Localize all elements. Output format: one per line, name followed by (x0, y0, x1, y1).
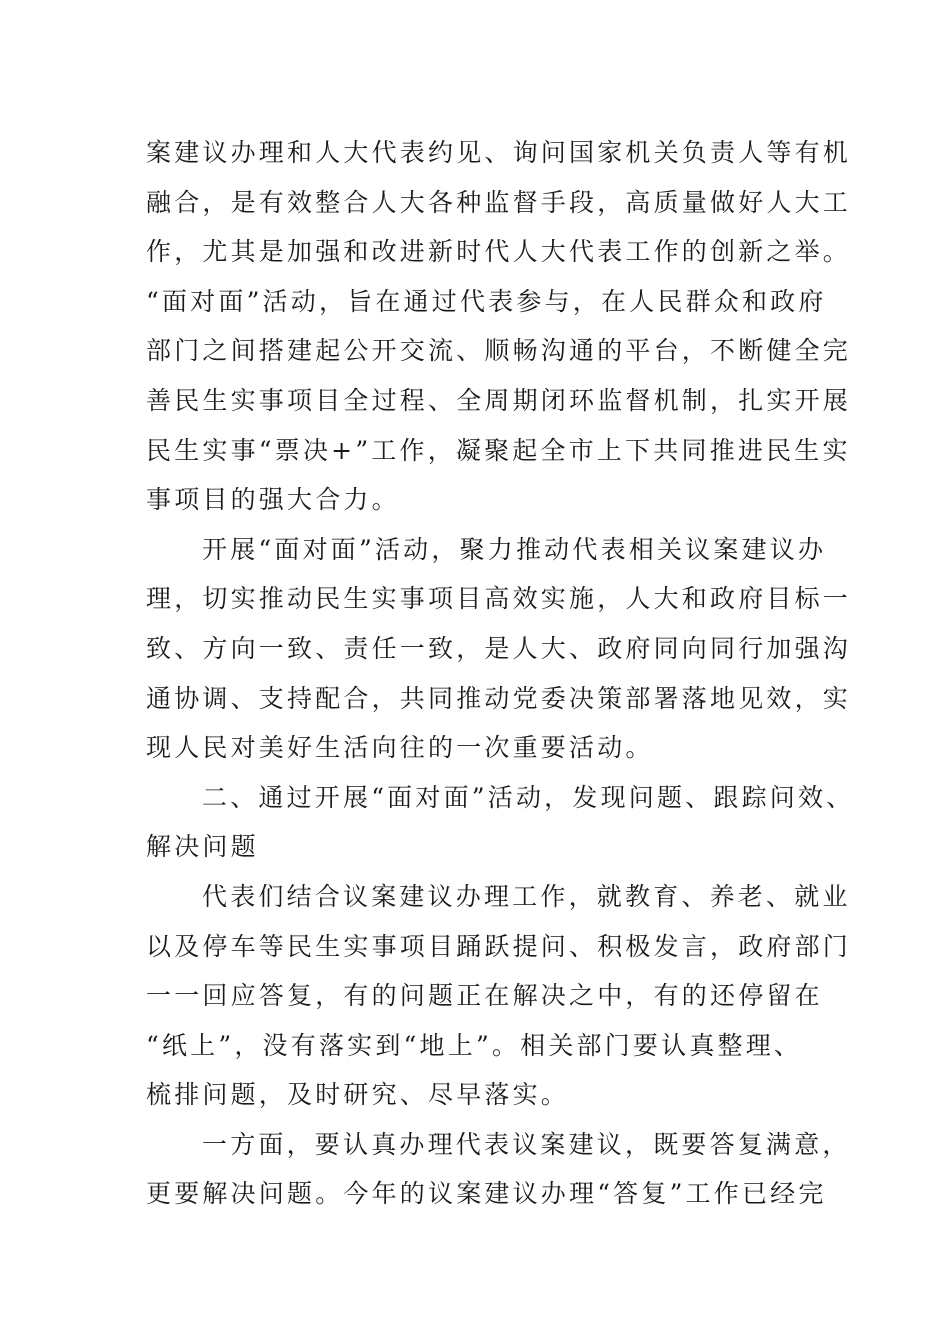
text-line: 理，切实推动民生实事项目高效实施，人大和政府目标一 (146, 584, 852, 614)
text-line: 部门之间搭建起公开交流、顺畅沟通的平台，不断健全完 (146, 336, 852, 366)
text-line: 致、方向一致、责任一致，是人大、政府同向同行加强沟 (146, 633, 852, 663)
text-line: 作，尤其是加强和改进新时代人大代表工作的创新之举。 (146, 237, 852, 267)
text-line: 案建议办理和人大代表约见、询问国家机关负责人等有机 (146, 138, 852, 167)
paragraph-start-line: 开展“面对面”活动，聚力推动代表相关议案建议办 (202, 534, 827, 564)
text-line: 梳排问题，及时研究、尽早落实。 (146, 1080, 570, 1110)
text-line: “面对面”活动，旨在通过代表参与，在人民群众和政府 (146, 286, 827, 316)
text-line: 善民生实事项目全过程、全周期闭环监督机制，扎实开展 (146, 385, 852, 415)
paragraph-start-line: 一方面，要认真办理代表议案建议，既要答复满意， (202, 1129, 851, 1159)
text-line: 一一回应答复，有的问题正在解决之中，有的还停留在 (146, 981, 823, 1011)
section-heading-line: 解决问题 (146, 832, 259, 862)
text-line: 现人民对美好生活向往的一次重要活动。 (146, 733, 654, 763)
text-line: 事项目的强大合力。 (146, 485, 400, 515)
text-line: 民生实事“票决+”工作，凝聚起全市上下共同推进民生实 (146, 435, 851, 465)
text-line: 以及停车等民生实事项目踊跃提问、积极发言，政府部门 (146, 931, 852, 961)
body-text (146, 128, 855, 1219)
text-line: 通协调、支持配合，共同推动党委决策部署落地见效，实 (146, 683, 852, 713)
text-line: 融合，是有效整合人大各种监督手段，高质量做好人大工 (146, 187, 852, 217)
section-heading-line: 二、通过开展“面对面”活动，发现问题、跟踪问效、 (202, 782, 855, 812)
text-line: 更要解决问题。今年的议案建议办理“答复”工作已经完 (146, 1179, 827, 1209)
paragraph-start-line: 代表们结合议案建议办理工作，就教育、养老、就业 (202, 881, 851, 911)
text-line: “纸上”，没有落实到“地上”。相关部门要认真整理、 (146, 1030, 803, 1060)
